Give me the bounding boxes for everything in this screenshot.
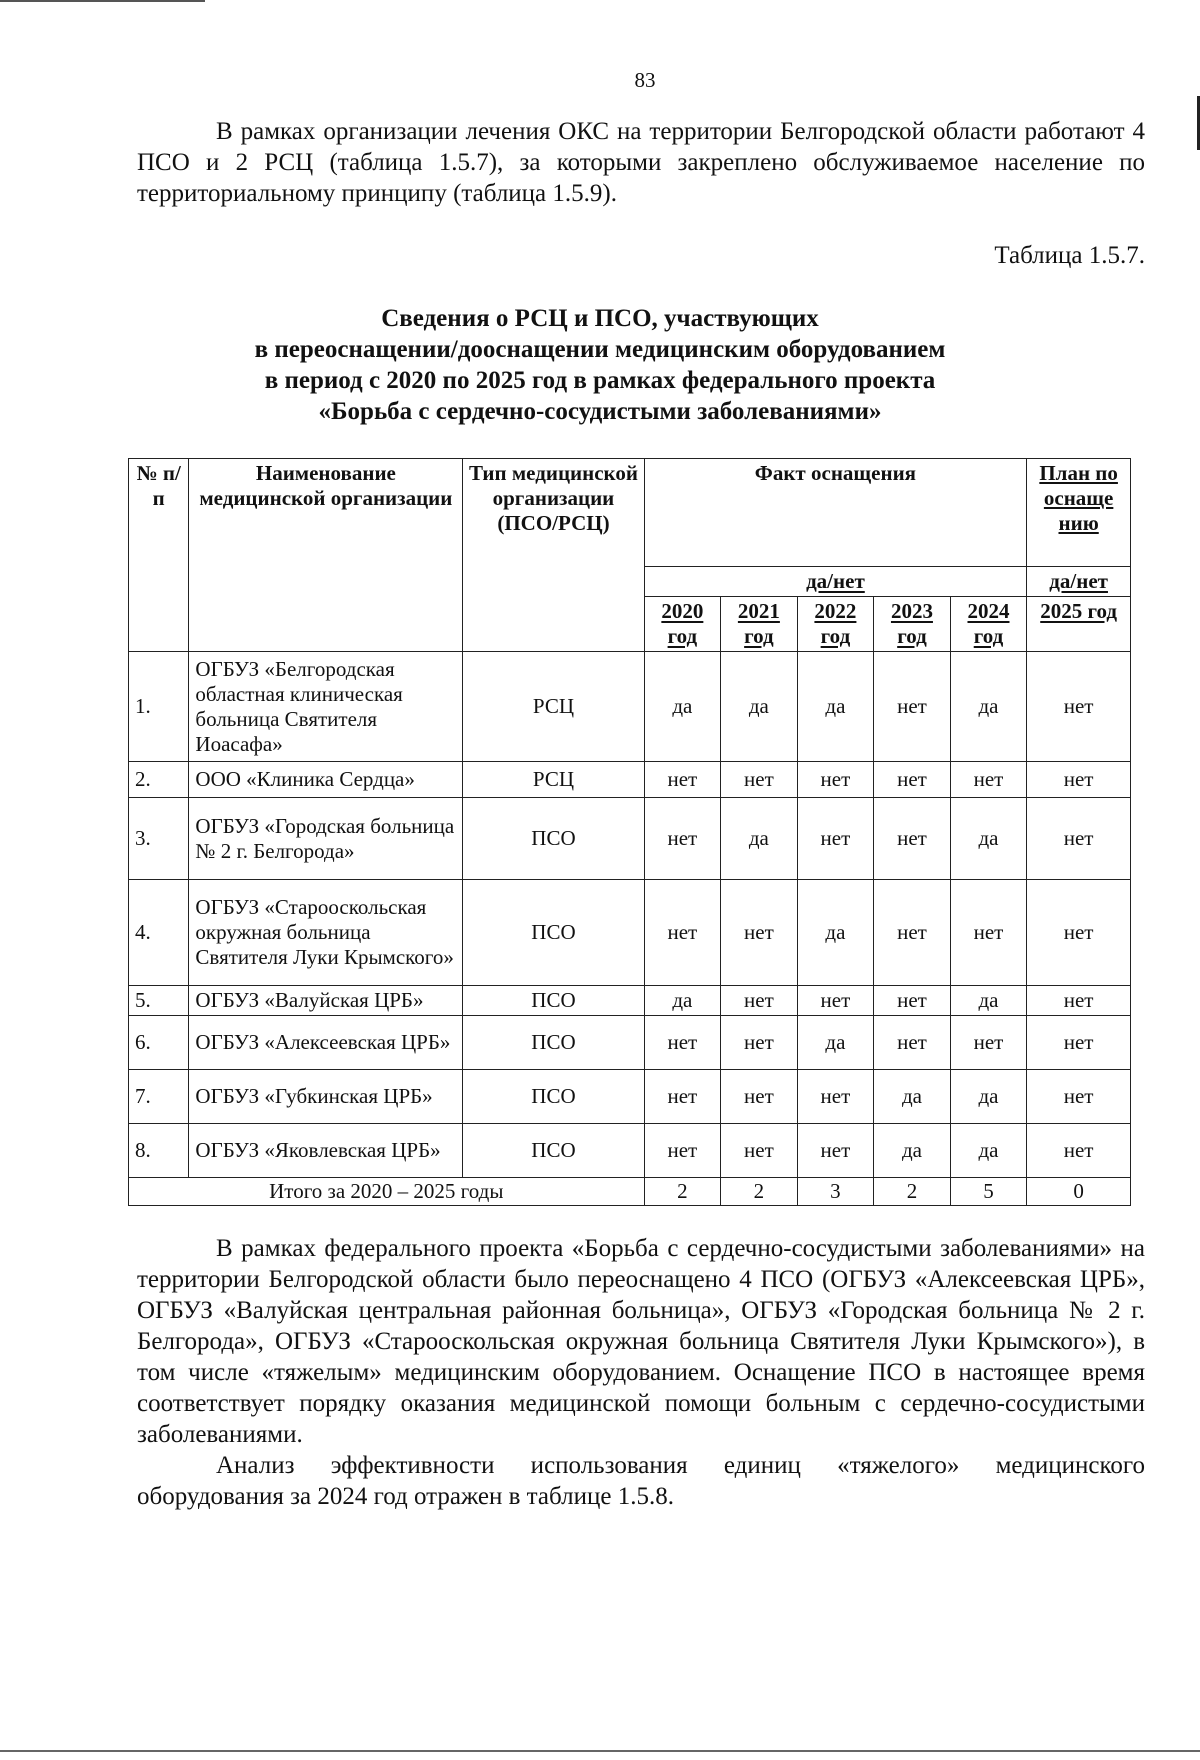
row-type: ПСО bbox=[463, 1016, 644, 1070]
intro-text: В рамках организации лечения ОКС на территории Белгородской области работают 4 ПСО и 2 РСЦ (таблица 1.5.7), за которыми закреплено обслуживаемое население по территориальному принципу (таблица 1.5.9). bbox=[137, 118, 1145, 207]
intro-paragraph bbox=[137, 116, 1145, 209]
total-value: 2 bbox=[721, 1178, 798, 1206]
row-value: нет bbox=[797, 1124, 874, 1178]
table-row bbox=[129, 986, 1131, 1016]
row-value: нет bbox=[874, 1016, 951, 1070]
row-value: нет bbox=[644, 880, 721, 986]
header-year-2025: 2025 год bbox=[1027, 597, 1131, 652]
table-title-line: в переоснащении/дооснащении медицинским оборудованием bbox=[254, 336, 946, 363]
header-year-2023: 2023 год bbox=[874, 597, 951, 652]
row-value: да bbox=[874, 1070, 951, 1124]
row-type: ПСО bbox=[463, 880, 644, 986]
total-value: 3 bbox=[797, 1178, 874, 1206]
header-year-2024: 2024 год bbox=[950, 597, 1027, 652]
row-value: да bbox=[950, 986, 1027, 1016]
header-fact: Факт оснащения bbox=[644, 459, 1027, 567]
total-row bbox=[129, 1178, 1131, 1206]
table-title-line: Сведения о РСЦ и ПСО, участвующих bbox=[381, 305, 819, 332]
row-name: ОГБУЗ «Белгородская областная клиническая больница Святителя Иоасафа» bbox=[189, 652, 463, 762]
row-type: ПСО bbox=[463, 986, 644, 1016]
row-value: нет bbox=[1027, 798, 1131, 880]
row-num: 5. bbox=[129, 986, 189, 1016]
row-num: 7. bbox=[129, 1070, 189, 1124]
row-type: ПСО bbox=[463, 1070, 644, 1124]
row-value: нет bbox=[721, 1124, 798, 1178]
table-caption: Таблица 1.5.7. bbox=[994, 242, 1145, 269]
row-name: ОГБУЗ «Старооскольская окружная больница Святителя Луки Крымского» bbox=[189, 880, 463, 986]
header-num: № п/п bbox=[129, 459, 189, 652]
row-value: да bbox=[797, 880, 874, 986]
header-plan-yesno: да/нет bbox=[1027, 567, 1131, 597]
outro-paragraph: В рамках федерального проекта «Борьба с сердечно-сосудистыми заболеваниями» на территории Белгородской области было переоснащено 4 ПСО (ОГБУЗ «Алексеевская ЦРБ», ОГБУЗ «Валуйская центральная районная больница», ОГБУЗ «Городская больница № 2 г. Белгорода», ОГБУЗ «Старооскольская окружная больница Святителя Луки Крымского»), в том числе «тяжелым» медицинским оборудованием. Оснащение ПСО в настоящее время соответствует порядку оказания медицинской помощи больным с сердечно-сосудистыми заболеваниями. bbox=[137, 1235, 1145, 1448]
row-num: 2. bbox=[129, 762, 189, 798]
row-value: да bbox=[721, 652, 798, 762]
row-num: 3. bbox=[129, 798, 189, 880]
scan-edge-line bbox=[0, 0, 205, 2]
row-value: нет bbox=[1027, 986, 1131, 1016]
outro-paragraph: Анализ эффективности использования единиц «тяжелого» медицинского оборудования за 2024 год отражен в таблице 1.5.8. bbox=[137, 1452, 1145, 1510]
outro-text bbox=[137, 1233, 1145, 1512]
row-type: ПСО bbox=[463, 798, 644, 880]
row-value: нет bbox=[874, 986, 951, 1016]
table-row bbox=[129, 1124, 1131, 1178]
table-row bbox=[129, 762, 1131, 798]
row-value: нет bbox=[1027, 1016, 1131, 1070]
row-value: да bbox=[644, 986, 721, 1016]
row-value: нет bbox=[874, 880, 951, 986]
row-value: нет bbox=[721, 986, 798, 1016]
row-value: нет bbox=[644, 1070, 721, 1124]
row-value: нет bbox=[797, 1070, 874, 1124]
row-value: да bbox=[874, 1124, 951, 1178]
row-value: нет bbox=[1027, 762, 1131, 798]
row-value: нет bbox=[1027, 1070, 1131, 1124]
row-num: 6. bbox=[129, 1016, 189, 1070]
row-value: да bbox=[950, 798, 1027, 880]
row-value: нет bbox=[797, 986, 874, 1016]
row-name: ОГБУЗ «Губкинская ЦРБ» bbox=[189, 1070, 463, 1124]
table-row bbox=[129, 880, 1131, 986]
row-value: нет bbox=[644, 798, 721, 880]
row-value: нет bbox=[721, 1016, 798, 1070]
row-value: да bbox=[797, 652, 874, 762]
total-value: 2 bbox=[644, 1178, 721, 1206]
table-row bbox=[129, 1070, 1131, 1124]
row-value: нет bbox=[950, 880, 1027, 986]
row-value: да bbox=[721, 798, 798, 880]
row-value: нет bbox=[721, 762, 798, 798]
row-type: ПСО bbox=[463, 1124, 644, 1178]
row-value: нет bbox=[1027, 880, 1131, 986]
row-value: нет bbox=[721, 880, 798, 986]
total-value: 5 bbox=[950, 1178, 1027, 1206]
row-value: да bbox=[644, 652, 721, 762]
scan-bottom-line bbox=[0, 1750, 1200, 1752]
row-type: РСЦ bbox=[463, 762, 644, 798]
header-year-2020: 2020 год bbox=[644, 597, 721, 652]
table-title-line: «Борьба с сердечно-сосудистыми заболеваниями» bbox=[318, 398, 882, 425]
row-value: нет bbox=[721, 1070, 798, 1124]
row-value: нет bbox=[874, 798, 951, 880]
total-value: 0 bbox=[1027, 1178, 1131, 1206]
row-num: 1. bbox=[129, 652, 189, 762]
row-type: РСЦ bbox=[463, 652, 644, 762]
header-year-2022: 2022 год bbox=[797, 597, 874, 652]
row-name: ОГБУЗ «Валуйская ЦРБ» bbox=[189, 986, 463, 1016]
row-value: нет bbox=[797, 798, 874, 880]
row-name: ОГБУЗ «Яковлевская ЦРБ» bbox=[189, 1124, 463, 1178]
page-number: 83 bbox=[634, 68, 656, 92]
row-value: нет bbox=[950, 762, 1027, 798]
row-value: нет bbox=[797, 762, 874, 798]
table-title-line: в период с 2020 по 2025 год в рамках федерального проекта bbox=[264, 367, 936, 394]
row-value: да bbox=[797, 1016, 874, 1070]
row-num: 8. bbox=[129, 1124, 189, 1178]
row-value: да bbox=[950, 1070, 1027, 1124]
table-row bbox=[129, 652, 1131, 762]
row-value: нет bbox=[1027, 652, 1131, 762]
row-value: нет bbox=[874, 762, 951, 798]
row-value: да bbox=[950, 1124, 1027, 1178]
header-fact-yesno: да/нет bbox=[644, 567, 1027, 597]
row-name: ОГБУЗ «Городская больница № 2 г. Белгорода» bbox=[189, 798, 463, 880]
header-year-2021: 2021 год bbox=[721, 597, 798, 652]
header-plan: План по оснаще нию bbox=[1027, 459, 1131, 567]
row-name: ООО «Клиника Сердца» bbox=[189, 762, 463, 798]
row-value: нет bbox=[874, 652, 951, 762]
row-value: нет bbox=[644, 1124, 721, 1178]
row-num: 4. bbox=[129, 880, 189, 986]
row-value: нет bbox=[1027, 1124, 1131, 1178]
table-title bbox=[0, 303, 1200, 427]
row-value: нет bbox=[644, 762, 721, 798]
row-value: да bbox=[950, 652, 1027, 762]
table-row bbox=[129, 1016, 1131, 1070]
row-value: нет bbox=[950, 1016, 1027, 1070]
row-value: нет bbox=[644, 1016, 721, 1070]
equipment-table bbox=[128, 458, 1131, 1206]
header-name: Наименование медицинской организации bbox=[189, 459, 463, 652]
row-name: ОГБУЗ «Алексеевская ЦРБ» bbox=[189, 1016, 463, 1070]
header-type: Тип медицинской организации (ПСО/РСЦ) bbox=[463, 459, 644, 652]
total-value: 2 bbox=[874, 1178, 951, 1206]
table-row bbox=[129, 798, 1131, 880]
total-label: Итого за 2020 – 2025 годы bbox=[129, 1178, 645, 1206]
